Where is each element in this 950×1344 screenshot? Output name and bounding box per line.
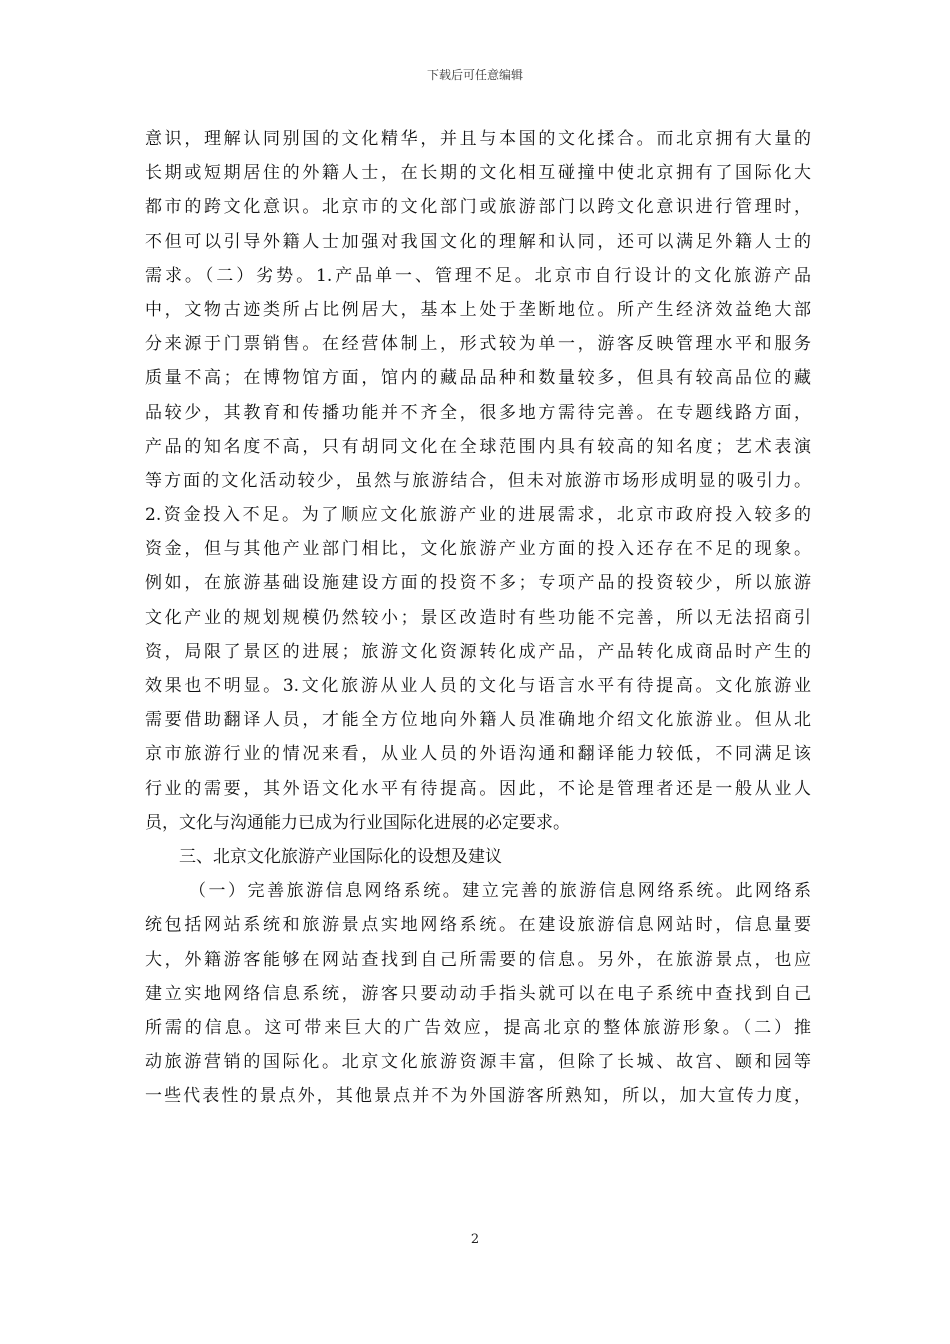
page-header: 下载后可任意编辑 (426, 68, 523, 82)
text-line: 需求。（二）劣势。1.产品单一、管理不足。北京市自行设计的文化旅游产品 (145, 265, 811, 286)
text-line: 2.资金投入不足。为了顺应文化旅游产业的进展需求，北京市政府投入较多的 (145, 505, 811, 526)
text-line: 需要借助翻译人员，才能全方位地向外籍人员准确地介绍文化旅游业。但从北 (145, 710, 811, 731)
text-line: 中，文物古迹类所占比例居大，基本上处于垄断地位。所产生经济效益绝大部 (145, 299, 811, 320)
body-text (145, 122, 811, 1113)
page-number: 2 (470, 1232, 480, 1247)
text-line: 大，外籍游客能够在网站查找到自己所需要的信息。另外，在旅游景点，也应 (145, 949, 811, 970)
text-line: 质量不高；在博物馆方面，馆内的藏品品种和数量较多，但具有较高品位的藏 (145, 368, 811, 389)
text-line: 资，局限了景区的进展；旅游文化资源转化成产品，产品转化成商品时产生的 (145, 641, 811, 662)
text-line: 产品的知名度不高，只有胡同文化在全球范围内具有较高的知名度；艺术表演 (145, 436, 811, 457)
text-line: （一）完善旅游信息网络系统。建立完善的旅游信息网络系统。此网络系 (189, 881, 811, 902)
text-line: 品较少，其教育和传播功能并不齐全，很多地方需待完善。在专题线路方面， (145, 402, 811, 423)
section-heading: 三、北京文化旅游产业国际化的设想及建议 (179, 846, 502, 867)
text-line: 不但可以引导外籍人士加强对我国文化的理解和认同，还可以满足外籍人士的 (145, 231, 811, 252)
text-line: 所需的信息。这可带来巨大的广告效应，提高北京的整体旅游形象。（二）推 (145, 1017, 811, 1038)
text-line: 例如，在旅游基础设施建设方面的投资不多；专项产品的投资较少，所以旅游 (145, 573, 811, 594)
text-line: 资金，但与其他产业部门相比，文化旅游产业方面的投入还存在不足的现象。 (145, 539, 811, 560)
text-line: 分来源于门票销售。在经营体制上，形式较为单一，游客反映管理水平和服务 (145, 334, 811, 355)
text-line: 员，文化与沟通能力已成为行业国际化进展的必定要求。 (145, 812, 570, 833)
text-line: 效果也不明显。3.文化旅游从业人员的文化与语言水平有待提高。文化旅游业 (145, 676, 811, 696)
text-line: 建立实地网络信息系统，游客只要动动手指头就可以在电子系统中查找到自己 (145, 983, 811, 1004)
text-line: 文化产业的规划规模仍然较小；景区改造时有些功能不完善，所以无法招商引 (145, 607, 811, 628)
text-line: 行业的需要，其外语文化水平有待提高。因此，不论是管理者还是一般从业人 (145, 778, 811, 799)
text-line: 等方面的文化活动较少，虽然与旅游结合，但未对旅游市场形成明显的吸引力。 (145, 470, 811, 491)
text-line: 意识，理解认同别国的文化精华，并且与本国的文化揉合。而北京拥有大量的 (145, 129, 811, 149)
text-line: 统包括网站系统和旅游景点实地网络系统。在建设旅游信息网站时，信息量要 (145, 915, 811, 936)
text-line: 动旅游营销的国际化。北京文化旅游资源丰富，但除了长城、故宫、颐和园等 (145, 1052, 811, 1073)
text-line: 长期或短期居住的外籍人士，在长期的文化相互碰撞中使北京拥有了国际化大 (145, 163, 811, 184)
text-line: 京市旅游行业的情况来看，从业人员的外语沟通和翻译能力较低，不同满足该 (145, 744, 811, 765)
text-line: 都市的跨文化意识。北京市的文化部门或旅游部门以跨文化意识进行管理时， (145, 197, 811, 218)
text-line: 一些代表性的景点外，其他景点并不为外国游客所熟知，所以，加大宣传力度， (145, 1086, 811, 1107)
